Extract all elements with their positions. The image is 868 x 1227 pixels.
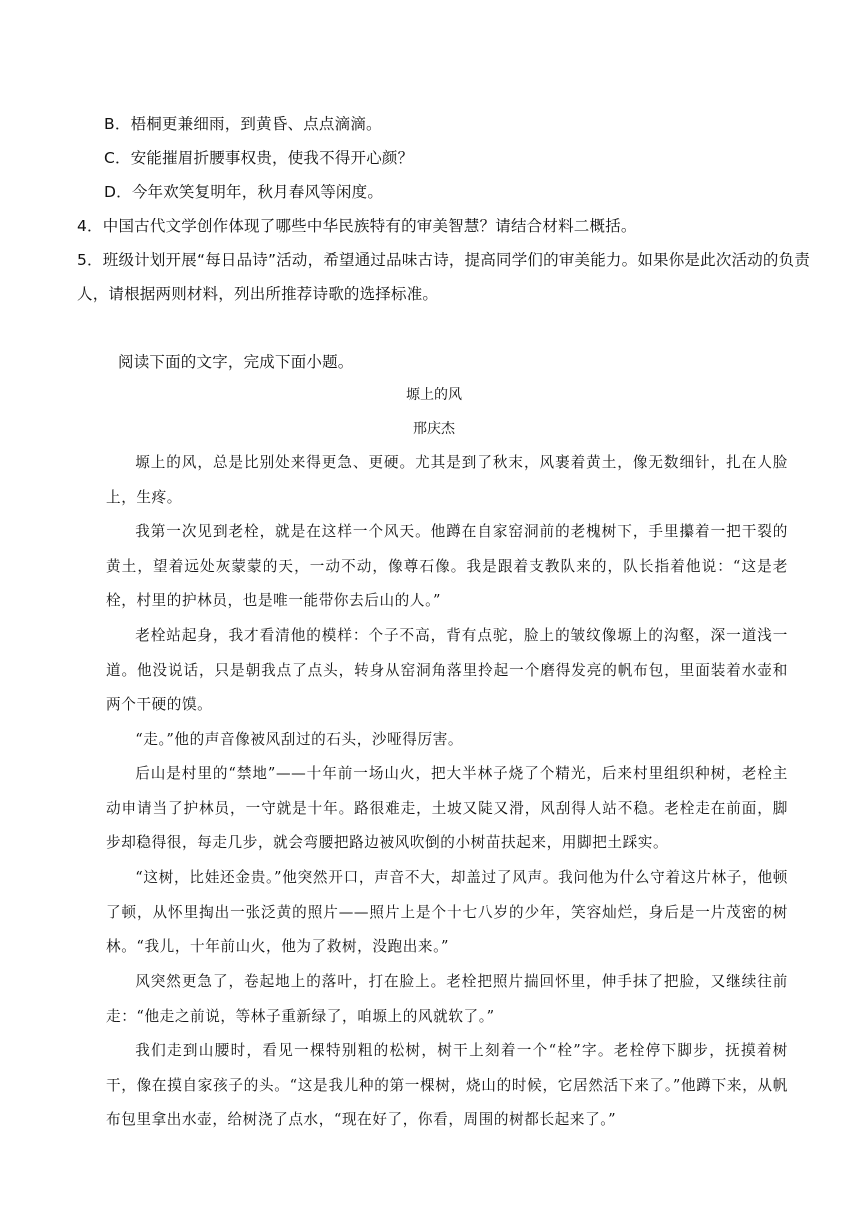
article-title: 塬上的风 [406,387,462,403]
question-5-line-1: 5．班级计划开展“每日品诗”活动，希望通过品味古诗，提高同学们的审美能力。如果你是此次活动的负责 [77,251,811,269]
question-option-c: C．安能摧眉折腰事权贵，使我不得开心颜？ [104,149,414,167]
reading-instruction: 阅读下面的文字，完成下面小题。 [118,353,354,371]
article-paragraph-1: 塬上的风，总是比别处来得更急、更硬。尤其是到了秋末，风裹着黄土，像无数细针，扎在人脸上，生疼。 [106,454,788,506]
article-paragraph-7: 风突然更急了，卷起地上的落叶，打在脸上。老栓把照片揣回怀里，伸手抹了把脸，又继续往前走：“他走之前说，等林子重新绿了，咱塬上的风就软了。” [106,973,788,1025]
question-option-d: D．今年欢笑复明年，秋月春风等闲度。 [104,183,384,201]
question-4: 4．中国古代文学创作体现了哪些中华民族特有的审美智慧？请结合材料二概括。 [77,217,637,235]
question-5-line-2: 人，请根据两则材料，列出所推荐诗歌的选择标准。 [77,285,439,303]
article-paragraph-4: “走。”他的声音像被风刮过的石头，沙哑得厉害。 [135,731,464,748]
article-paragraph-2: 我第一次见到老栓，就是在这样一个风天。他蹲在自家窑洞前的老槐树下，手里攥着一把干裂的黄土，望着远处灰蒙蒙的天，一动不动，像尊石像。我是跟着支教队来的，队长指着他说：“这是老栓，村里的护林员，也是唯一能带你去后山的人。” [106,523,788,610]
article-paragraph-6: “这树，比娃还金贵。”他突然开口，声音不大，却盖过了风声。我问他为什么守着这片林子，他顿了顿，从怀里掏出一张泛黄的照片——照片上是个十七八岁的少年，笑容灿烂，身后是一片茂密的树林。“我儿，十年前山火，他为了救树，没跑出来。” [106,869,788,956]
article-paragraph-3: 老栓站起身，我才看清他的模样：个子不高，背有点驼，脸上的皱纹像塬上的沟壑，深一道浅一道。他没说话，只是朝我点了点头，转身从窑洞角落里拎起一个磨得发亮的帆布包，里面装着水壶和两个干硬的馍。 [106,627,788,714]
article-paragraph-8: 我们走到山腰时，看见一棵特别粗的松树，树干上刻着一个“栓”字。老栓停下脚步，抚摸着树干，像在摸自家孩子的头。“这是我儿种的第一棵树，烧山的时候，它居然活下来了。”他蹲下来，从帆布包里拿出水壶，给树浇了点水，“现在好了，你看，周围的树都长起来了。” [106,1042,788,1129]
article-author: 邢庆杰 [413,421,455,437]
question-option-b: B．梧桐更兼细雨，到黄昏、点点滴滴。 [104,115,382,133]
article-paragraph-5: 后山是村里的“禁地”——十年前一场山火，把大半林子烧了个精光，后来村里组织种树，老栓主动申请当了护林员，一守就是十年。路很难走，土坡又陡又滑，风刮得人站不稳。老栓走在前面，脚步却稳得很，每走几步，就会弯腰把路边被风吹倒的小树苗扶起来，用脚把土踩实。 [106,765,788,852]
